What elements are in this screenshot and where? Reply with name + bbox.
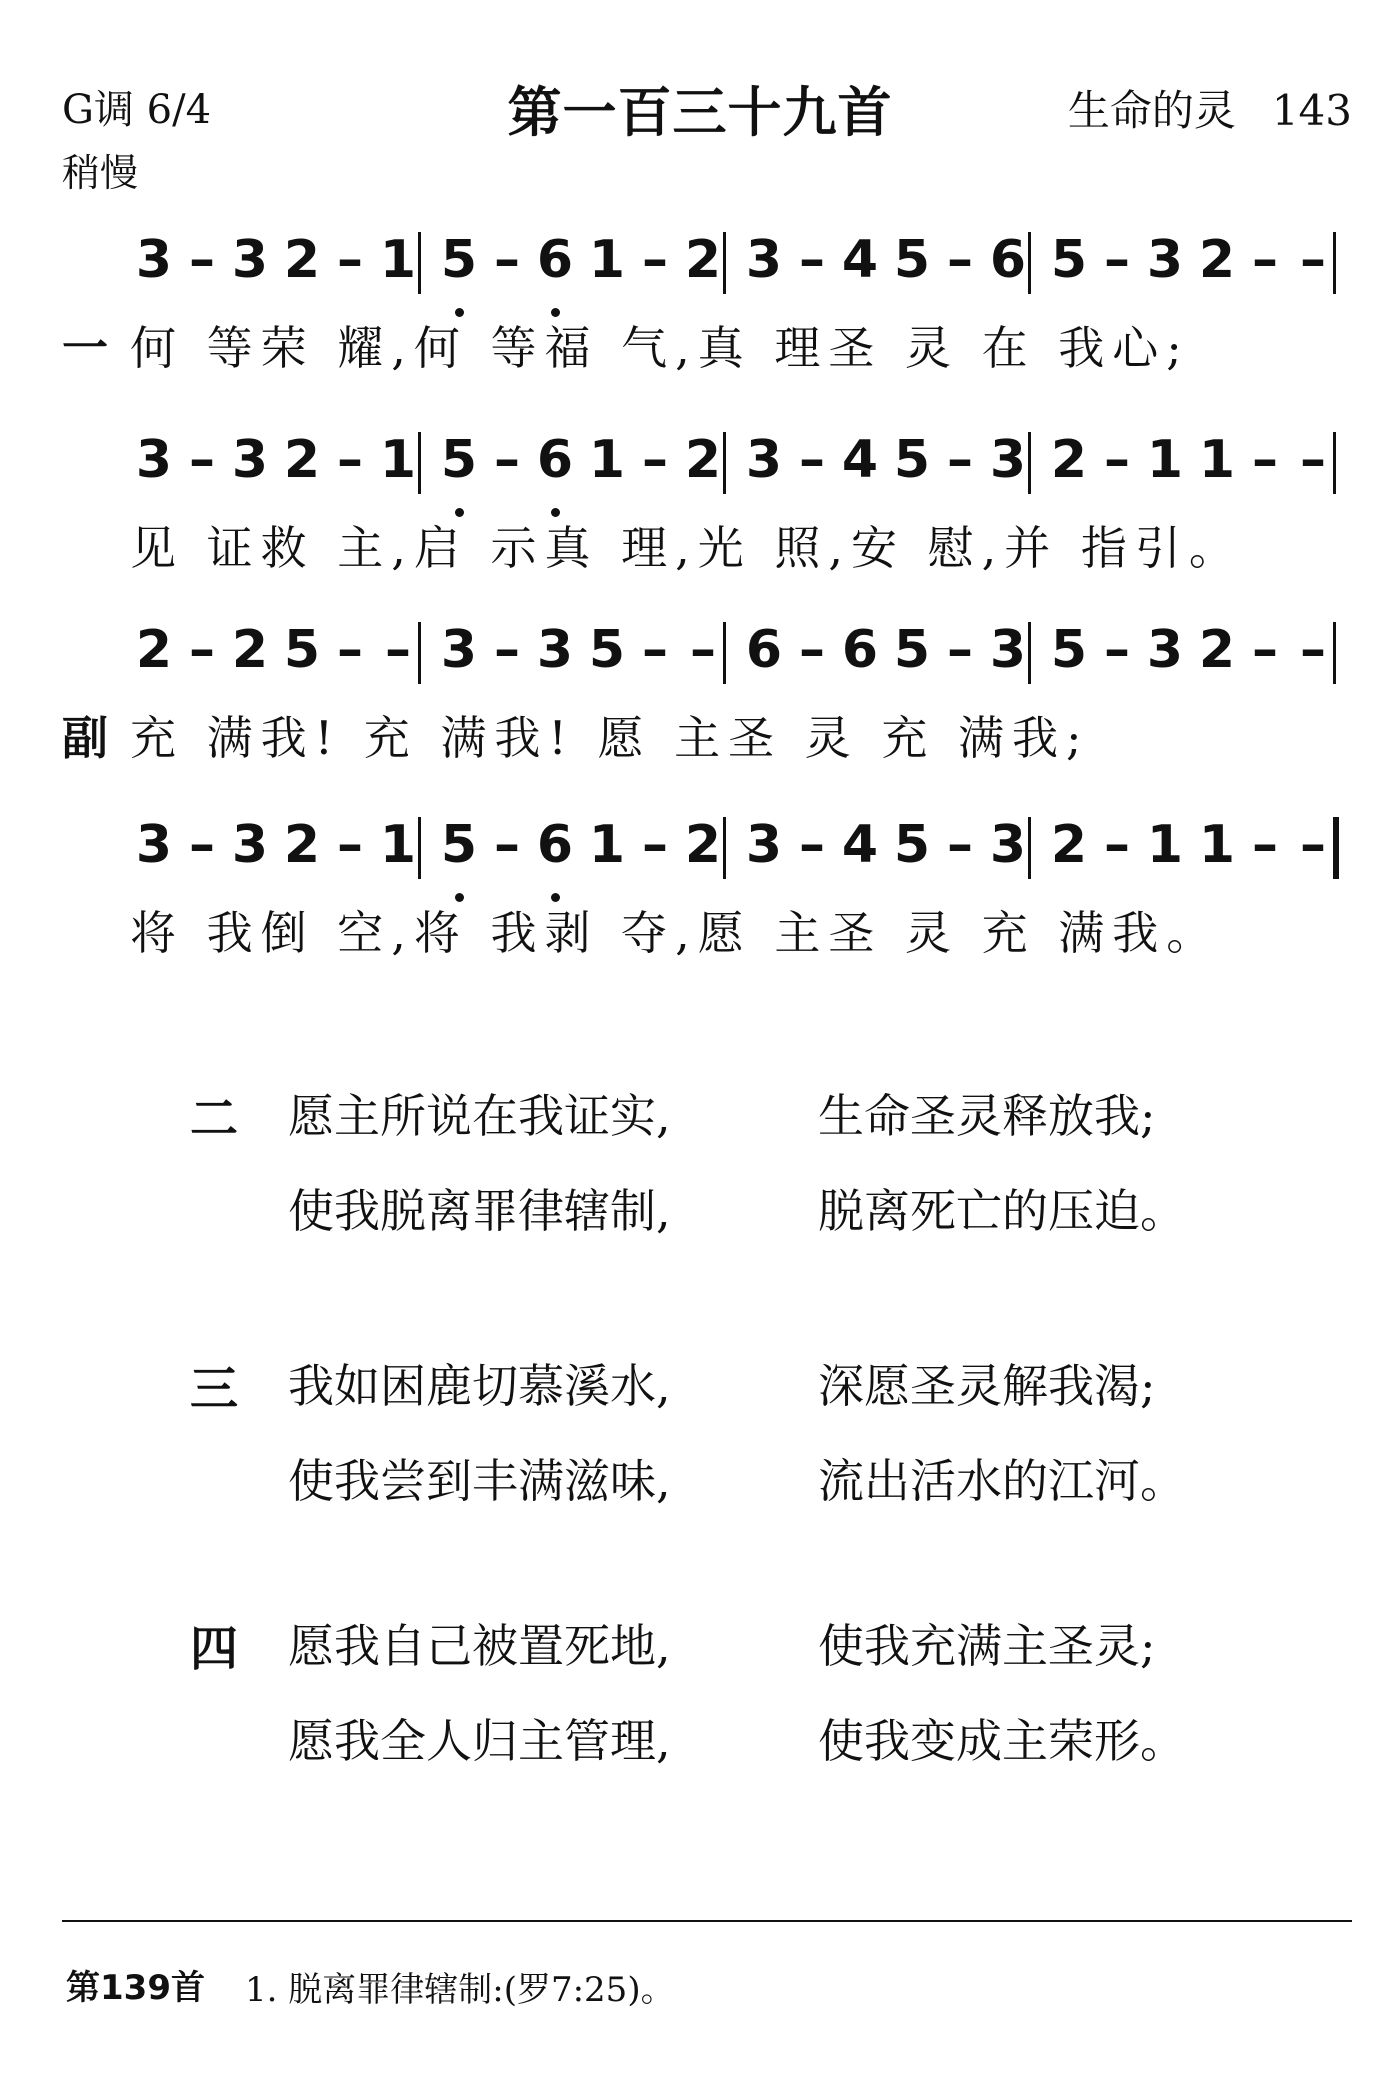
footnote-text: 1. 脱离罪律辖制:(罗7:25)。 (245, 1970, 675, 2010)
note: 1 (379, 230, 417, 290)
stanza-label: 副 (62, 711, 108, 765)
note: 5 (440, 815, 478, 875)
note: 3 (745, 815, 783, 875)
note: 6 (536, 230, 574, 290)
note: – (385, 620, 411, 680)
notation-row (0, 815, 1400, 965)
final-barline (1333, 817, 1339, 879)
note: 4 (841, 815, 879, 875)
notation-row (0, 620, 1400, 770)
note: 6 (989, 230, 1027, 290)
lyrics-line: 将 我倒 空,将 我剥 夺,愿 主圣 灵 充 满我。 (130, 906, 1221, 960)
note: – (1252, 620, 1278, 680)
note: 3 (135, 815, 173, 875)
note: 1 (588, 230, 626, 290)
note: 3 (989, 430, 1027, 490)
note: 3 (231, 430, 269, 490)
header-right (1068, 78, 1352, 138)
note: 2 (684, 815, 722, 875)
barline (418, 817, 421, 879)
note: 3 (231, 815, 269, 875)
verse-line: 使我尝到丰满滋味, (288, 1454, 671, 1508)
notation-row (0, 230, 1400, 380)
note: 6 (745, 620, 783, 680)
note: 3 (1146, 230, 1184, 290)
note: 1 (1146, 430, 1184, 490)
verse-number: 四 (190, 1621, 239, 1677)
hymn-category: 生命的灵 (1067, 86, 1236, 135)
note: 2 (1198, 230, 1236, 290)
measure (1045, 815, 1350, 887)
note: 2 (283, 230, 321, 290)
barline (1333, 622, 1336, 684)
measure (435, 815, 740, 887)
note: – (799, 815, 825, 875)
note: 2 (684, 230, 722, 290)
verse-line: 生命圣灵释放我; (818, 1089, 1156, 1143)
verse-line: 愿主所说在我证实, (288, 1089, 671, 1143)
note: 3 (440, 620, 478, 680)
barline (1333, 232, 1336, 294)
verse-line: 脱离死亡的压迫。 (818, 1184, 1186, 1238)
stanza-label: 一 (62, 321, 108, 375)
barline (418, 232, 421, 294)
note: 5 (893, 620, 931, 680)
note: 4 (841, 430, 879, 490)
note: 2 (283, 815, 321, 875)
note: – (947, 230, 973, 290)
note: 2 (1198, 620, 1236, 680)
note: – (494, 620, 520, 680)
note: – (947, 620, 973, 680)
note: – (494, 430, 520, 490)
page-number: 143 (1271, 86, 1352, 135)
note: – (1104, 230, 1130, 290)
note: – (337, 815, 363, 875)
note: 1 (379, 815, 417, 875)
note: – (1252, 430, 1278, 490)
measure (130, 620, 435, 692)
measure (740, 815, 1045, 887)
measure (1045, 230, 1350, 302)
note: – (642, 430, 668, 490)
measure (435, 230, 740, 302)
barline (418, 622, 421, 684)
note: – (642, 815, 668, 875)
note: 1 (1146, 815, 1184, 875)
verse-number: 二 (190, 1091, 239, 1147)
barline (723, 622, 726, 684)
measure (1045, 430, 1350, 502)
barline (1028, 622, 1031, 684)
barline (723, 432, 726, 494)
note: 2 (1050, 430, 1088, 490)
footnote-divider (62, 1920, 1352, 1922)
note: 1 (1198, 430, 1236, 490)
note: – (189, 620, 215, 680)
note: 6 (536, 815, 574, 875)
note: 5 (440, 430, 478, 490)
note: 4 (841, 230, 879, 290)
measure (130, 230, 435, 302)
measure (130, 430, 435, 502)
note: 5 (588, 620, 626, 680)
note: 5 (283, 620, 321, 680)
lyrics-line: 何 等荣 耀,何 等福 气,真 理圣 灵 在 我心; (130, 321, 1190, 375)
note: – (189, 430, 215, 490)
verse-line: 使我脱离罪律辖制, (288, 1184, 671, 1238)
note: 3 (989, 620, 1027, 680)
note: 5 (1050, 620, 1088, 680)
barline (418, 432, 421, 494)
note: 3 (745, 230, 783, 290)
note: – (690, 620, 716, 680)
note: – (337, 620, 363, 680)
note: 5 (893, 815, 931, 875)
note: 5 (1050, 230, 1088, 290)
barline (1028, 232, 1031, 294)
verse-line: 愿我全人归主管理, (288, 1714, 671, 1768)
note: 3 (745, 430, 783, 490)
note: – (337, 430, 363, 490)
note: 3 (1146, 620, 1184, 680)
note: 2 (684, 430, 722, 490)
note: 3 (231, 230, 269, 290)
note: – (337, 230, 363, 290)
note: – (799, 230, 825, 290)
note: – (1300, 620, 1326, 680)
note: 5 (893, 430, 931, 490)
footnote-hymn-id: 第139首 (66, 1968, 205, 2008)
note: – (1252, 815, 1278, 875)
note: – (947, 430, 973, 490)
notation-row (0, 430, 1400, 580)
measure (740, 620, 1045, 692)
measure (435, 620, 740, 692)
note: 6 (536, 430, 574, 490)
barline (723, 817, 726, 879)
verse-line: 使我充满主圣灵; (818, 1619, 1156, 1673)
note: – (1300, 815, 1326, 875)
note: – (799, 620, 825, 680)
note: – (189, 230, 215, 290)
key-signature: G调 6/4 (62, 87, 212, 133)
note: – (1104, 815, 1130, 875)
note: – (1252, 230, 1278, 290)
note: 1 (588, 815, 626, 875)
note: 3 (536, 620, 574, 680)
note: 2 (283, 430, 321, 490)
note: 1 (379, 430, 417, 490)
verse-line: 使我变成主荣形。 (818, 1714, 1186, 1768)
note: 6 (841, 620, 879, 680)
note: – (1104, 620, 1130, 680)
note: – (642, 230, 668, 290)
note: – (494, 815, 520, 875)
note: – (1300, 230, 1326, 290)
note: – (1104, 430, 1130, 490)
note: 2 (135, 620, 173, 680)
note: 2 (1050, 815, 1088, 875)
note: 5 (893, 230, 931, 290)
verse-number: 三 (190, 1361, 239, 1417)
verse-line: 流出活水的江河。 (818, 1454, 1186, 1508)
barline (723, 232, 726, 294)
lyrics-line: 见 证救 主,启 示真 理,光 照,安 慰,并 指引。 (130, 521, 1243, 575)
note: – (799, 430, 825, 490)
lyrics-line: 充 满我! 充 满我! 愿 主圣 灵 充 满我; (130, 711, 1090, 765)
note: 1 (588, 430, 626, 490)
measure (435, 430, 740, 502)
measure (1045, 620, 1350, 692)
measure (740, 430, 1045, 502)
verse-line: 愿我自己被置死地, (288, 1619, 671, 1673)
note: – (494, 230, 520, 290)
measure (130, 815, 435, 887)
verse-line: 我如困鹿切慕溪水, (288, 1359, 671, 1413)
note: – (1300, 430, 1326, 490)
barline (1028, 817, 1031, 879)
measure (740, 230, 1045, 302)
note: – (189, 815, 215, 875)
note: 2 (231, 620, 269, 680)
tempo-marking: 稍慢 (62, 151, 139, 195)
note: 5 (440, 230, 478, 290)
note: 3 (135, 230, 173, 290)
hymn-title: 第一百三十九首 (507, 81, 893, 144)
note: – (642, 620, 668, 680)
note: 3 (135, 430, 173, 490)
note: 3 (989, 815, 1027, 875)
note: – (947, 815, 973, 875)
note: 1 (1198, 815, 1236, 875)
barline (1333, 432, 1336, 494)
barline (1028, 432, 1031, 494)
verse-line: 深愿圣灵解我渴; (818, 1359, 1156, 1413)
